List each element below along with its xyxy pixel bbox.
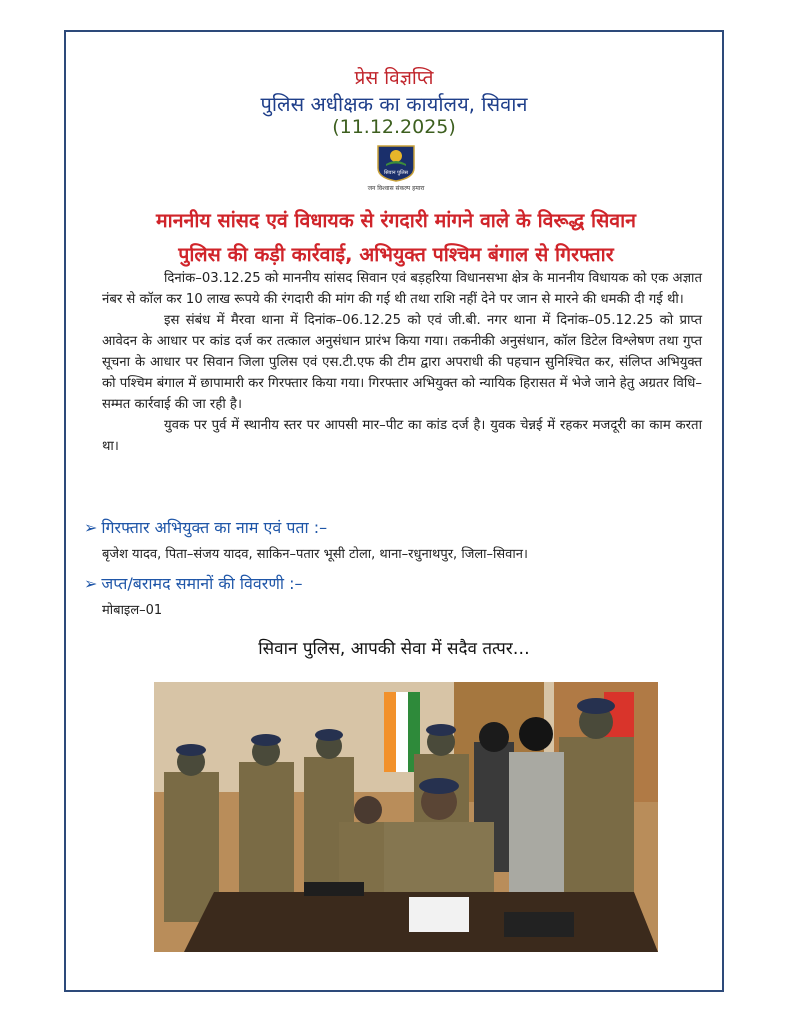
body-paragraph-3: युवक पर पुर्व में स्थानीय स्तर पर आपसी मार–पीट का कांड दर्ज है। युवक चेन्नई में रहकर मजदूरी का काम करता था। xyxy=(102,418,702,454)
seized-section-title xyxy=(84,572,303,594)
page-border xyxy=(64,30,724,992)
press-release-title: प्रेस विज्ञप्ति xyxy=(354,67,434,89)
press-conference-photo xyxy=(154,682,658,952)
slogan: सिवान पुलिस, आपकी सेवा में सदैव तत्पर… xyxy=(258,639,530,659)
arrested-detail: बृजेश यादव, पिता–संजय यादव, साकिन–पतार भूसी टोला, थाना–रधुनाथपुर, जिला–सिवान। xyxy=(102,547,528,562)
arrow-right-icon: ➢ xyxy=(84,574,98,593)
headline-line-2: पुलिस की कड़ी कार्रवाई, अभियुक्त पश्चिम बंगाल से गिरफ्तार xyxy=(178,243,614,266)
office-title: पुलिस अधीक्षक का कार्यालय, सिवान xyxy=(260,92,528,116)
release-date: (11.12.2025) xyxy=(332,116,456,138)
body-paragraph-1: दिनांक–03.12.25 को माननीय सांसद सिवान एवं बड़हरिया विधानसभा क्षेत्र के माननीय विधायक को एक अज्ञात नंबर से कॉल कर 10 लाख रूपये की रंगदारी की मांग की गई थी तथा राशि नहीं देने पर जान से मारने की धमकी दी गई थी। xyxy=(102,271,702,307)
seized-detail: मोबाइल–01 xyxy=(102,603,163,618)
headline-line-1: माननीय सांसद एवं विधायक से रंगदारी मांगने वाले के विरूद्ध सिवान xyxy=(156,209,636,232)
arrested-title-text: गिरफ्तार अभियुक्त का नाम एवं पता :– xyxy=(101,518,328,537)
logo-caption: जन विश्वास संकल्प हमारा xyxy=(367,185,425,192)
arrow-right-icon: ➢ xyxy=(84,518,98,537)
headline xyxy=(86,204,706,272)
police-emblem-icon xyxy=(376,144,416,182)
body-paragraph-2: इस संबंध में मैरवा थाना में दिनांक–06.12.25 को एवं जी.बी. नगर थाना में दिनांक–05.12.25 को प्राप्त आवेदन के आधार पर कांड दर्ज कर तत्काल अनुसंधान प्रारंभ किया गया। तकनीकी अनुसंधान, कॉल डिटेल विश्लेषण तथा गुप्त सूचना के आधार पर सिवान जिला पुलिस एवं एस.टी.एफ की टीम द्वारा अपराधी की पहचान सुनिश्चित कर, संलिप्त अभियुक्त को पश्चिम बंगाल में छापामारी कर गिरफ्तार किया गया। गिरफ्तार अभियुक्त को न्यायिक हिरासत में भेजे जाने हेतु अग्रतर विधि–सम्मत कार्रवाई की जा रही है। xyxy=(102,313,702,412)
press-body xyxy=(102,268,702,457)
logo-text: सिवान पुलिस xyxy=(383,170,409,176)
arrested-section-title xyxy=(84,516,327,538)
seized-title-text: जप्त/बरामद समानों की विवरणी :– xyxy=(101,574,303,593)
